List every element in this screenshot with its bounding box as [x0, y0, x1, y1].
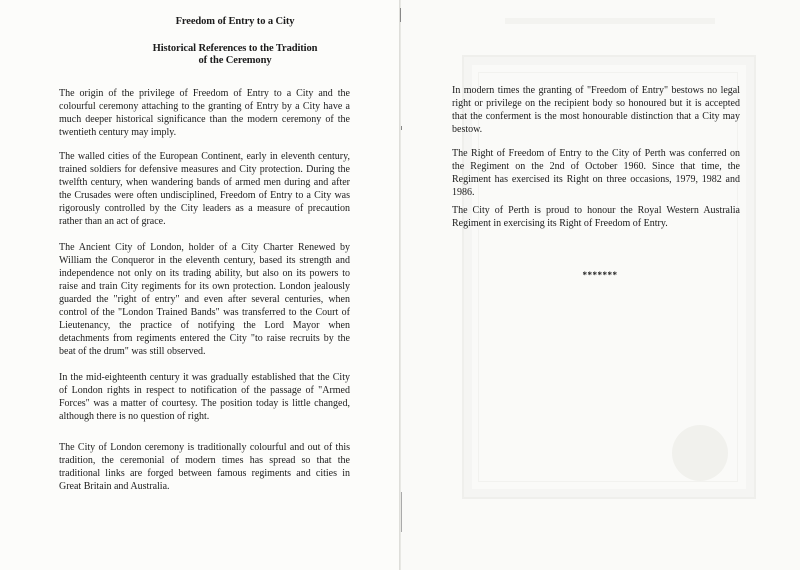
show-through-heading: [505, 18, 715, 24]
right-paragraph-2: The Right of Freedom of Entry to the City of Perth was conferred on the Regiment on the 2nd of October 1960. Since that time, the Regiment has exercised its Right on three occasions, 1979, 1982 and 1986.: [452, 148, 740, 198]
left-paragraph-2: The walled cities of the European Continent, early in eleventh century, trained soldiers for defensive measures and City protection. During the twelfth century, when wandering bands of armed men during and after the Crusades were often undisciplined, Freedom of Entry to a City was rigorously controlled by the City leaders as a measure of precaution rather than an act of grace.: [59, 151, 350, 227]
page-subtitle-line-1: Historical References to the Tradition: [152, 43, 318, 54]
page-title: Freedom of Entry to a City: [175, 16, 295, 27]
gutter-mark: [401, 126, 402, 130]
page-subtitle-line-2: of the Ceremony: [198, 55, 272, 66]
right-paragraph-1: In modern times the granting of "Freedom of Entry" bestows no legal right or privilege on the recipient body so honoured but it is accepted that the conferment is the most honourable distinction that a City may bestow.: [452, 85, 740, 135]
page-gutter: [399, 0, 401, 570]
left-paragraph-1: The origin of the privilege of Freedom of Entry to a City and the colourful ceremony attaching to the granting of Entry by a City have a much deeper historical significance than the modern ceremony of the twentieth century may imply.: [59, 88, 350, 138]
left-paragraph-4: In the mid-eighteenth century it was gradually established that the City of London rights in respect to notification of the passage of "Armed Forces" was a matter of courtesy. The position today is little changed, although there is no question of right.: [59, 372, 350, 422]
gutter-mark: [401, 492, 402, 532]
left-paragraph-5: The City of London ceremony is traditionally colourful and out of this tradition, the ceremonial of modern times has spread so that the traditional links are forged between famous regiments and cities in Great Britain and Australia.: [59, 442, 350, 492]
right-paragraph-3: The City of Perth is proud to honour the Royal Western Australia Regiment in exercising its Right of Freedom of Entry.: [452, 205, 740, 229]
show-through-seal: [672, 425, 728, 481]
left-paragraph-3: The Ancient City of London, holder of a City Charter Renewed by William the Conqueror in the eleventh century, based its strength and independence not only on its trading ability, but also on its powers to raise and train City regiments for its own protection. London jealously guarded the "right of entry" and even after several centuries, when control of the "London Trained Bands" was transferred to the Court of Lieutenancy, the practice of notifying the Lord Mayor when detachments from regiments entered the City "to raise recruits by the beat of the drum" was still observed.: [59, 242, 350, 357]
section-divider: *******: [582, 270, 618, 280]
